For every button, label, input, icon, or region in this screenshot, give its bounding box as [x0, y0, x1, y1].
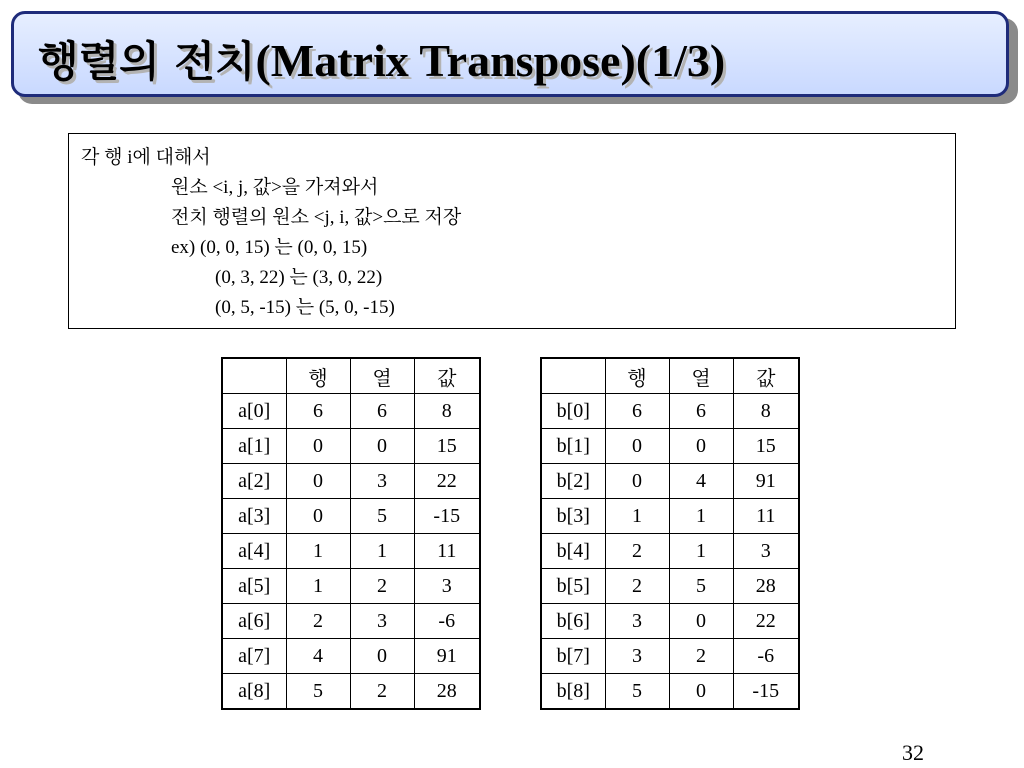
table-cell: b[2] — [541, 464, 605, 499]
table-cell: 0 — [350, 429, 414, 464]
table-cell: 2 — [669, 639, 733, 674]
table-cell: 4 — [669, 464, 733, 499]
table-cell: 8 — [414, 394, 480, 429]
table-cell: 0 — [286, 464, 350, 499]
algorithm-box — [68, 133, 956, 329]
table-row — [222, 604, 480, 639]
table-row — [541, 534, 799, 569]
table-row — [541, 394, 799, 429]
table-cell: 1 — [286, 569, 350, 604]
table-row — [222, 464, 480, 499]
table-cell: 4 — [286, 639, 350, 674]
table-cell: 5 — [350, 499, 414, 534]
algorithm-line: (0, 3, 22) 는 (3, 0, 22) — [215, 267, 383, 288]
table-cell: 5 — [286, 674, 350, 710]
table-cell: b[5] — [541, 569, 605, 604]
table-cell: b[0] — [541, 394, 605, 429]
algorithm-line: ex) (0, 0, 15) 는 (0, 0, 15) — [171, 237, 368, 258]
table-row — [222, 639, 480, 674]
table-cell: 22 — [733, 604, 799, 639]
table-cell: 8 — [733, 394, 799, 429]
table-cell: 15 — [733, 429, 799, 464]
table-cell: b[1] — [541, 429, 605, 464]
table-header-cell: 값 — [414, 358, 480, 394]
slide-title — [38, 35, 725, 88]
table-header-cell: 행 — [605, 358, 669, 394]
table-cell: 0 — [286, 429, 350, 464]
table-row — [541, 604, 799, 639]
table-cell: 28 — [414, 674, 480, 710]
table-cell: 3 — [414, 569, 480, 604]
table-row — [541, 674, 799, 710]
table-cell: 6 — [350, 394, 414, 429]
table-cell: 0 — [286, 499, 350, 534]
table-cell: -6 — [733, 639, 799, 674]
table-cell: -15 — [414, 499, 480, 534]
table-cell: a[6] — [222, 604, 286, 639]
table-cell: 5 — [669, 569, 733, 604]
table-cell: 2 — [286, 604, 350, 639]
table-cell: b[6] — [541, 604, 605, 639]
table-cell: a[8] — [222, 674, 286, 710]
table-row — [541, 499, 799, 534]
algorithm-line: 전치 행렬의 원소 <j, i, 값>으로 저장 — [171, 207, 462, 228]
table-cell: 3 — [350, 464, 414, 499]
table-cell: 1 — [286, 534, 350, 569]
table-cell: 15 — [414, 429, 480, 464]
table-cell: 6 — [286, 394, 350, 429]
table-cell: a[2] — [222, 464, 286, 499]
table-cell: a[0] — [222, 394, 286, 429]
table-cell: a[1] — [222, 429, 286, 464]
table-cell: 91 — [414, 639, 480, 674]
table-row — [541, 639, 799, 674]
table-header-cell: 행 — [286, 358, 350, 394]
table-row — [222, 394, 480, 429]
table-row — [222, 674, 480, 710]
table-cell: 3 — [605, 604, 669, 639]
table-cell: 2 — [605, 534, 669, 569]
table-row — [222, 499, 480, 534]
table-cell: 0 — [350, 639, 414, 674]
table-header-cell — [541, 358, 605, 394]
table-cell: 1 — [605, 499, 669, 534]
table-header-cell: 값 — [733, 358, 799, 394]
table-cell: 2 — [350, 569, 414, 604]
table-cell: 3 — [733, 534, 799, 569]
table-header-cell: 열 — [669, 358, 733, 394]
table-cell: b[7] — [541, 639, 605, 674]
table-cell: a[5] — [222, 569, 286, 604]
table-cell: a[3] — [222, 499, 286, 534]
table-cell: 3 — [350, 604, 414, 639]
matrix-b-table — [540, 357, 800, 710]
matrix-a-table — [221, 357, 481, 710]
table-cell: 0 — [605, 464, 669, 499]
page-number: 32 — [902, 740, 924, 765]
table-cell: -15 — [733, 674, 799, 710]
table-cell: 5 — [605, 674, 669, 710]
table-row — [541, 429, 799, 464]
table-header-row — [222, 358, 480, 394]
table-cell: 1 — [350, 534, 414, 569]
table-cell: -6 — [414, 604, 480, 639]
table-cell: a[7] — [222, 639, 286, 674]
slide-title-korean: 행렬의 전치 — [38, 37, 256, 86]
table-cell: b[4] — [541, 534, 605, 569]
table-cell: 0 — [669, 429, 733, 464]
table-cell: 2 — [605, 569, 669, 604]
slide-title-english: (Matrix Transpose)(1/3) — [255, 35, 726, 86]
table-row — [541, 569, 799, 604]
table-row — [222, 569, 480, 604]
table-header-cell: 열 — [350, 358, 414, 394]
table-cell: 1 — [669, 499, 733, 534]
table-cell: 11 — [414, 534, 480, 569]
table-cell: 6 — [669, 394, 733, 429]
table-cell: 91 — [733, 464, 799, 499]
table-cell: a[4] — [222, 534, 286, 569]
table-row — [222, 429, 480, 464]
table-cell: 22 — [414, 464, 480, 499]
table-cell: 28 — [733, 569, 799, 604]
algorithm-line: 원소 <i, j, 값>을 가져와서 — [171, 177, 379, 198]
table-header-row — [541, 358, 799, 394]
table-cell: 6 — [605, 394, 669, 429]
table-header-cell — [222, 358, 286, 394]
table-row — [222, 534, 480, 569]
table-cell: b[8] — [541, 674, 605, 710]
table-cell: 11 — [733, 499, 799, 534]
algorithm-line: 각 행 i에 대해서 — [81, 147, 211, 168]
algorithm-line: (0, 5, -15) 는 (5, 0, -15) — [215, 297, 395, 318]
table-cell: b[3] — [541, 499, 605, 534]
table-cell: 3 — [605, 639, 669, 674]
table-row — [541, 464, 799, 499]
table-cell: 0 — [605, 429, 669, 464]
table-cell: 2 — [350, 674, 414, 710]
table-cell: 0 — [669, 604, 733, 639]
table-cell: 1 — [669, 534, 733, 569]
table-cell: 0 — [669, 674, 733, 710]
